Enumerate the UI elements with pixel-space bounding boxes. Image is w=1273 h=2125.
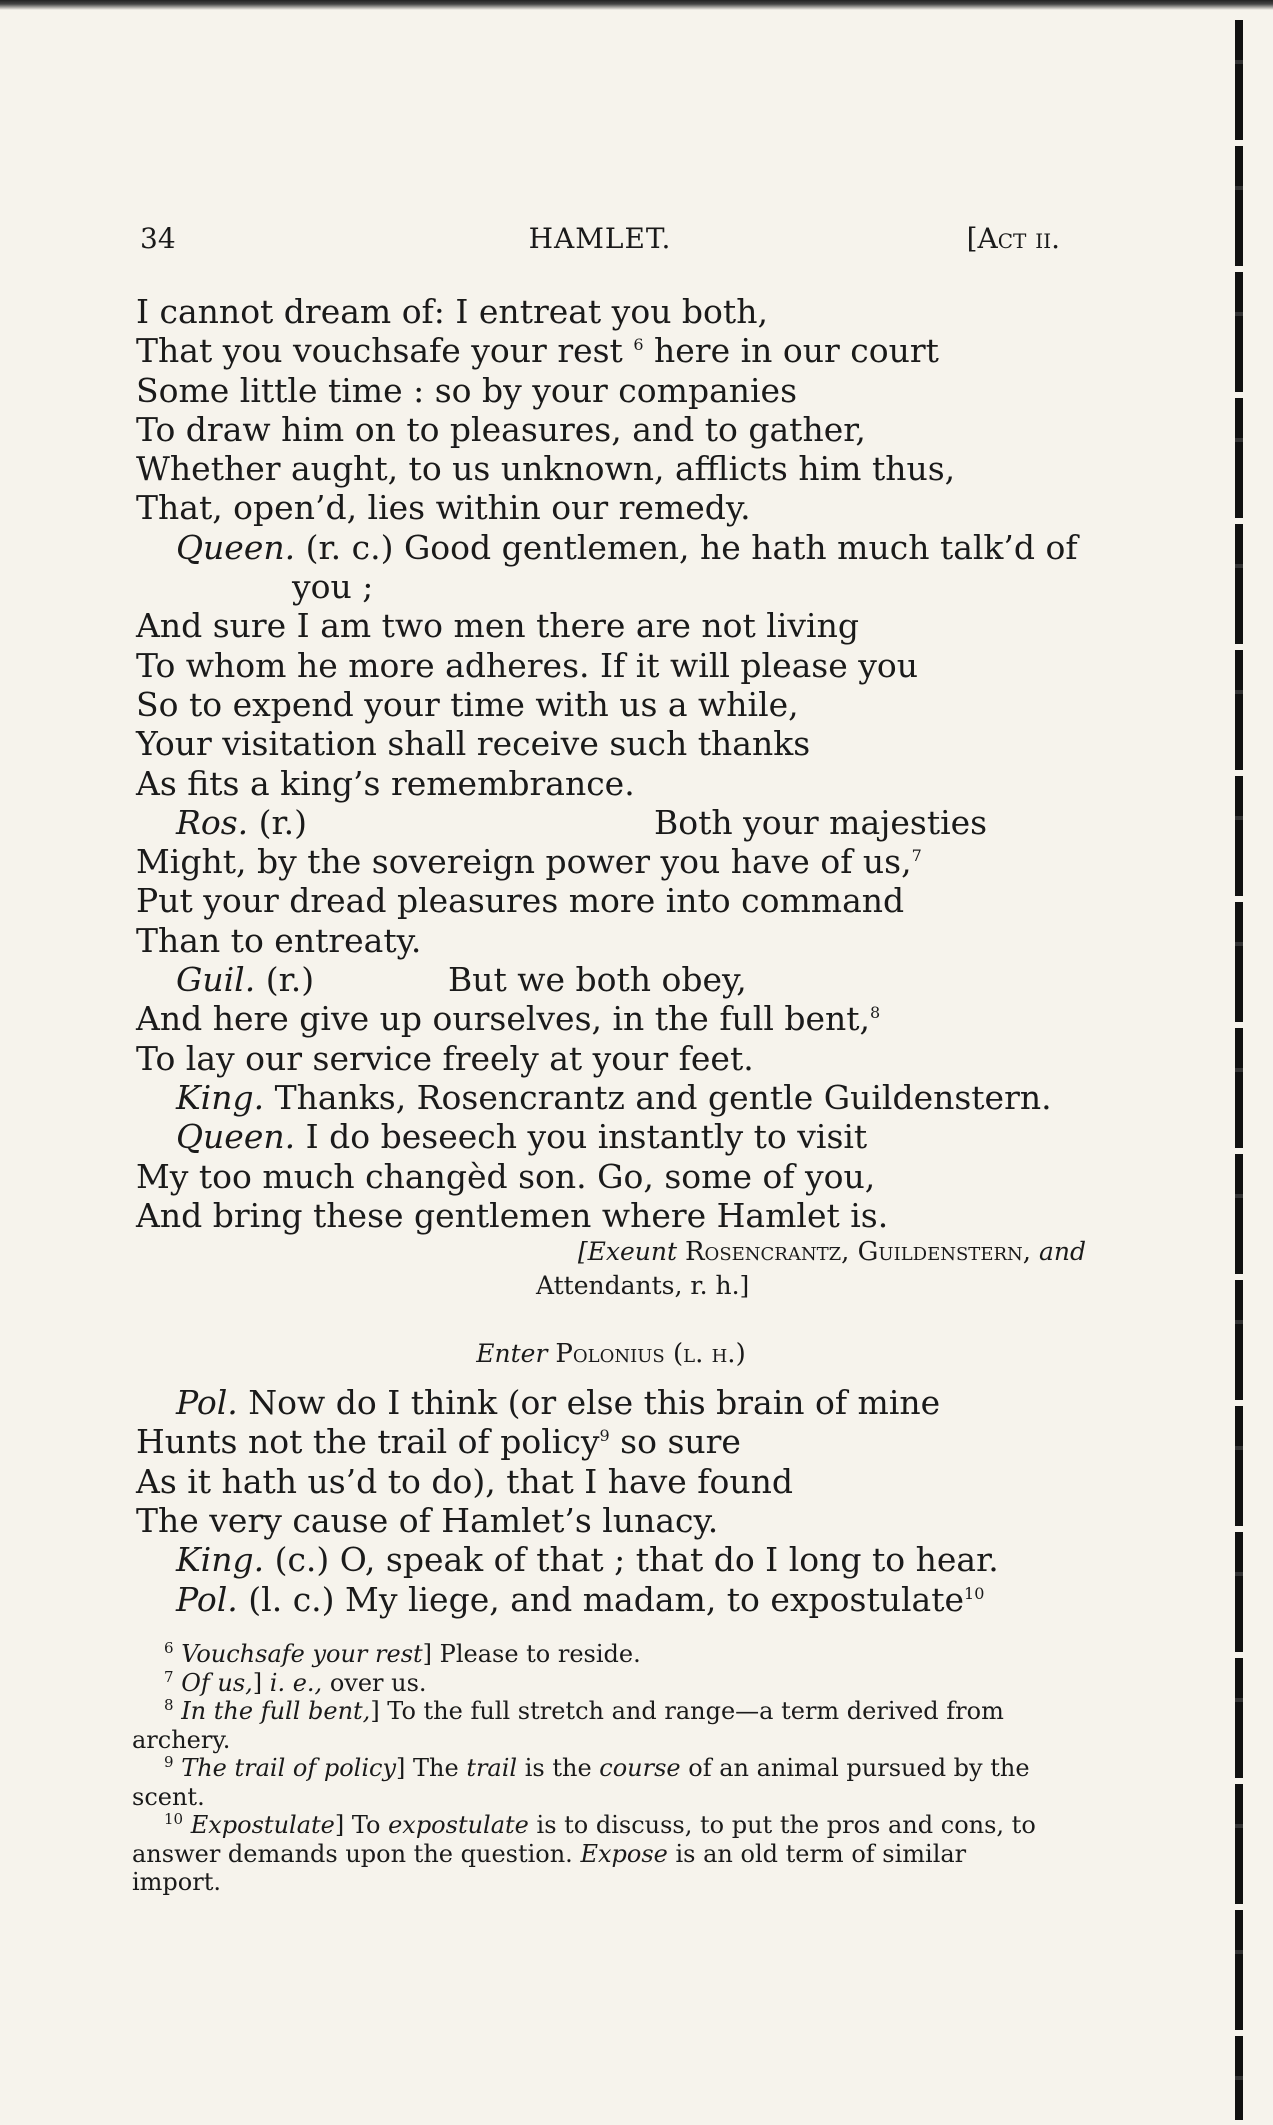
running-header — [140, 222, 1060, 262]
verse-line: That, open’d, lies within our remedy. — [136, 488, 751, 528]
stage-direction-enter: Enter Polonius (l. h.) — [476, 1339, 746, 1370]
page-binding-edge — [1235, 20, 1243, 2120]
verse-line: And here give up ourselves, in the full bent,$^8$ — [136, 999, 881, 1039]
footnotes — [132, 1640, 1052, 1897]
speaker-guil: Guil. — [176, 960, 256, 1000]
footnote-ref: 10 — [964, 1583, 985, 1603]
running-title: HAMLET. — [528, 222, 672, 255]
footnote-ref: 8 — [870, 1003, 881, 1023]
verse-line: Your visitation shall receive such thanks — [136, 724, 811, 764]
verse-line: Whether aught, to us unknown, afflicts him thus, — [136, 449, 956, 489]
verse-line: Hunts not the trail of policy$^9$ so sure — [136, 1422, 741, 1462]
stage-direction-exeunt: [Exeunt Rosencrantz, Guildenstern, and — [577, 1237, 1086, 1268]
verse-line: As fits a king’s remembrance. — [136, 763, 635, 803]
stage-direction-exeunt-cont: Attendants, r. h.] — [536, 1271, 750, 1301]
verse-line: I cannot dream of: I entreat you both, — [136, 292, 768, 331]
verse-line: As it hath us’d to do), that I have found — [136, 1461, 794, 1501]
speech-line: Pol. (l. c.) My liege, and madam, to expostulate$^{10}$ — [176, 1579, 985, 1619]
speech-line: Guil. (r.) But we both obey, — [176, 960, 747, 1000]
verse-line: you ; — [292, 567, 374, 607]
verse-line: And sure I am two men there are not living — [136, 606, 859, 646]
act-marker: [Act ii. — [966, 222, 1060, 255]
verse-line: To draw him on to pleasures, and to gather, — [136, 409, 866, 449]
footnote: $^{10}$ Expostulate] To expostulate is to discuss, to put the pros and cons, to answer demands upon the question. Expose is an old term of similar import. — [132, 1810, 1036, 1896]
speech-line: Pol. Now do I think (or else this brain of mine — [176, 1383, 941, 1423]
footnote: $^8$ In the full bent,] To the full stretch and range—a term derived from archery. — [132, 1696, 1004, 1754]
verse-line: My too much changèd son. Go, some of you, — [136, 1156, 876, 1196]
verse-line: And bring these gentlemen where Hamlet is. — [136, 1195, 889, 1235]
speech-line: King. (c.) O, speak of that ; that do I long to hear. — [176, 1540, 999, 1580]
verse-line: Than to entreaty. — [136, 920, 422, 960]
speech-line: Queen. I do beseech you instantly to visit — [176, 1117, 868, 1157]
speaker-pol: Pol. — [176, 1579, 238, 1619]
speaker-king: King. — [176, 1540, 265, 1580]
footnote: $^9$ The trail of policy] The trail is the course of an animal pursued by the scent. — [132, 1753, 1030, 1811]
verse-line: The very cause of Hamlet’s lunacy. — [136, 1501, 719, 1541]
verse-line: That you vouchsafe your rest $^6$ here in our court — [136, 331, 939, 371]
speech-line: Ros. (r.) Both your majesties — [176, 802, 988, 842]
footnote-ref: 7 — [911, 846, 922, 866]
verse-line: Put your dread pleasures more into command — [136, 881, 905, 921]
verse-line: Might, by the sovereign power you have of us,$^7$ — [136, 842, 922, 882]
verse-line: To whom he more adheres. If it will please you — [136, 645, 919, 685]
page-number: 34 — [140, 222, 176, 255]
speaker-queen: Queen. — [176, 527, 296, 567]
speaker-king: King. — [176, 1077, 265, 1117]
footnote: $^7$ Of us,] i. e., over us. — [164, 1667, 427, 1697]
speaker-queen: Queen. — [176, 1117, 296, 1157]
footnote-ref: 6 — [633, 335, 644, 355]
page-top-edge — [0, 0, 1273, 10]
verse-text — [136, 292, 1086, 1619]
speech-line: Queen. (r. c.) Good gentlemen, he hath much talk’d of — [176, 527, 1078, 567]
footnote-ref: 9 — [599, 1426, 610, 1446]
verse-line: To lay our service freely at your feet. — [136, 1038, 754, 1078]
speech-line: King. Thanks, Rosencrantz and gentle Guildenstern. — [176, 1077, 1052, 1117]
speaker-ros: Ros. — [176, 802, 249, 842]
verse-line: Some little time : so by your companies — [136, 370, 798, 410]
footnote: $^6$ Vouchsafe your rest] Please to reside. — [164, 1639, 641, 1668]
verse-line: So to expend your time with us a while, — [136, 684, 799, 724]
speaker-pol: Pol. — [176, 1383, 238, 1423]
